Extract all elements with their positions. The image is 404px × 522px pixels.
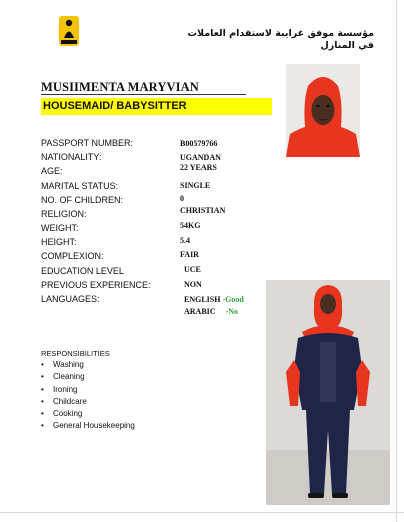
label-height: HEIGHT: (41, 237, 77, 247)
list-item: • Washing (41, 359, 135, 371)
language-english-status: -Good (222, 295, 244, 304)
label-age: AGE: (41, 166, 63, 176)
headshot-photo (286, 64, 360, 157)
language-english (184, 295, 244, 305)
bullet-icon: • (41, 421, 44, 431)
list-item: • General Housekeeping (41, 420, 135, 432)
label-religion: RELIGION: (41, 209, 87, 219)
label-languages: LANGUAGES: (41, 294, 100, 304)
agency-logo-icon (57, 14, 81, 50)
name-underline (41, 94, 246, 95)
language-arabic-status: -No (225, 307, 239, 316)
list-item: • Cleaning (41, 371, 135, 383)
bullet-icon: • (41, 372, 44, 382)
language-arabic (184, 307, 238, 317)
value-weight: 54KG (180, 221, 201, 230)
list-item: • Cooking (41, 408, 135, 420)
value-passport-number: B00579766 (180, 139, 218, 148)
value-education-level: UCE (184, 265, 201, 274)
value-marital-status: SINGLE (180, 181, 211, 190)
candidate-role: HOUSEMAID/ BABYSITTER (43, 100, 187, 112)
language-english-name: ENGLISH (184, 295, 221, 304)
label-nationality: NATIONALITY: (41, 152, 102, 162)
bullet-icon: • (41, 409, 44, 419)
candidate-name: MUSIIMENTA MARYVIAN (41, 80, 199, 94)
value-height: 5.4 (180, 236, 190, 245)
list-item: • Childcare (41, 396, 135, 408)
list-item: • Ironing (41, 384, 135, 396)
value-age: 22 YEARS (180, 163, 217, 172)
responsibilities-title: RESPONSIBILITIES (41, 349, 110, 358)
label-previous-experience: PREVIOUS EXPERIENCE: (41, 280, 151, 290)
label-weight: WEIGHT: (41, 223, 79, 233)
page-edge-bottom (0, 512, 404, 513)
label-education-level: EDUCATION LEVEL (41, 266, 124, 276)
value-religion: CHRISTIAN (180, 206, 226, 215)
page-edge-right (396, 0, 397, 522)
value-complexion: FAIR (180, 250, 199, 259)
label-no-of-children: NO. OF CHILDREN: (41, 195, 124, 205)
bullet-icon: • (41, 396, 44, 406)
language-arabic-name: ARABIC (184, 307, 216, 316)
responsibilities-list (41, 359, 135, 433)
label-marital-status: MARITAL STATUS: (41, 181, 119, 191)
label-complexion: COMPLEXION: (41, 251, 104, 261)
label-passport-number: PASSPORT NUMBER: (41, 138, 134, 148)
bullet-icon: • (41, 360, 44, 369)
value-nationality: UGANDAN (180, 153, 221, 162)
value-no-of-children: 0 (180, 194, 184, 203)
full-body-photo (266, 280, 390, 505)
value-previous-experience: NON (184, 280, 202, 289)
agency-name-arabic: مؤسسة موفق غرايبة لاستقدام العاملات في المنازل (187, 28, 374, 51)
bullet-icon: • (41, 384, 44, 394)
